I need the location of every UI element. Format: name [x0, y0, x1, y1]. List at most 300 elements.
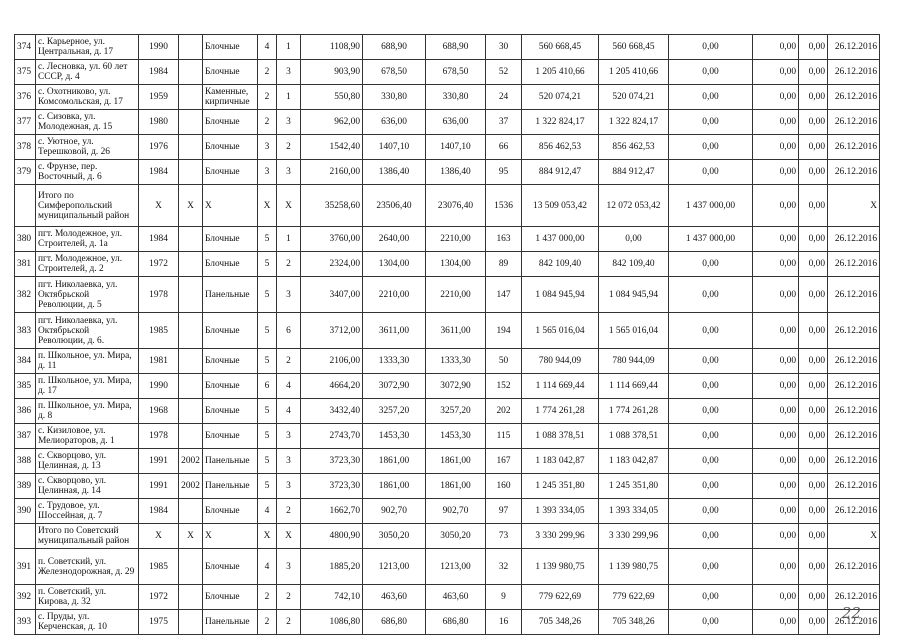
cell-a1: 1108,90: [301, 35, 363, 60]
table-row: [15, 585, 880, 610]
cell-s3: 0,00: [669, 252, 753, 277]
cell-n: 383: [15, 313, 36, 349]
cell-n: [15, 524, 36, 549]
cell-date: 26.12.2016: [828, 499, 880, 524]
cell-a3: 23076,40: [426, 185, 486, 227]
cell-fl: 2: [258, 110, 277, 135]
cell-a1: 3760,00: [301, 227, 363, 252]
cell-a3: 3257,20: [426, 399, 486, 424]
cell-addr: п. Школьное, ул. Мира, д. 11: [36, 349, 139, 374]
cell-year2: [179, 227, 203, 252]
cell-res: 97: [486, 499, 522, 524]
cell-s1: 1 437 000,00: [522, 227, 599, 252]
cell-s3: 0,00: [669, 160, 753, 185]
cell-en: 6: [277, 313, 301, 349]
cell-a2: 463,60: [363, 585, 426, 610]
cell-s1: 1 565 016,04: [522, 313, 599, 349]
table-row: [15, 313, 880, 349]
cell-year2: [179, 313, 203, 349]
cell-a2: 902,70: [363, 499, 426, 524]
cell-s1: 1 205 410,66: [522, 60, 599, 85]
cell-a3: 1304,00: [426, 252, 486, 277]
cell-a1: 3723,30: [301, 449, 363, 474]
cell-n: 390: [15, 499, 36, 524]
cell-s1: 1 245 351,80: [522, 474, 599, 499]
table-row: [15, 85, 880, 110]
cell-s5: 0,00: [799, 160, 828, 185]
cell-mat: Блочные: [203, 227, 258, 252]
cell-n: 392: [15, 585, 36, 610]
cell-a1: 1885,20: [301, 549, 363, 585]
cell-s1: 1 183 042,87: [522, 449, 599, 474]
cell-s4: 0,00: [753, 499, 799, 524]
cell-fl: 2: [258, 585, 277, 610]
cell-year: 1980: [139, 110, 179, 135]
cell-year: 1984: [139, 160, 179, 185]
cell-date: X: [828, 524, 880, 549]
cell-n: 382: [15, 277, 36, 313]
cell-s3: 0,00: [669, 135, 753, 160]
table-row: [15, 110, 880, 135]
cell-a2: 1333,30: [363, 349, 426, 374]
cell-a3: 3050,20: [426, 524, 486, 549]
cell-fl: 5: [258, 227, 277, 252]
cell-s3: 0,00: [669, 60, 753, 85]
cell-fl: 5: [258, 252, 277, 277]
cell-date: 26.12.2016: [828, 110, 880, 135]
cell-year: 1981: [139, 349, 179, 374]
cell-s4: 0,00: [753, 227, 799, 252]
cell-n: 379: [15, 160, 36, 185]
cell-s1: 1 322 824,17: [522, 110, 599, 135]
cell-s5: 0,00: [799, 85, 828, 110]
cell-n: 393: [15, 610, 36, 635]
cell-res: 73: [486, 524, 522, 549]
cell-n: 380: [15, 227, 36, 252]
cell-year: 1991: [139, 474, 179, 499]
cell-s3: 0,00: [669, 424, 753, 449]
cell-s5: 0,00: [799, 424, 828, 449]
cell-addr: с. Лесновка, ул. 60 лет СССР, д. 4: [36, 60, 139, 85]
cell-s4: 0,00: [753, 399, 799, 424]
table-body: [15, 35, 880, 635]
cell-s1: 780 944,09: [522, 349, 599, 374]
table-row: [15, 424, 880, 449]
cell-a1: 4664,20: [301, 374, 363, 399]
cell-n: 381: [15, 252, 36, 277]
cell-a1: 962,00: [301, 110, 363, 135]
cell-s2: 0,00: [599, 227, 669, 252]
cell-s4: 0,00: [753, 252, 799, 277]
cell-a1: 1542,40: [301, 135, 363, 160]
cell-s2: 1 088 378,51: [599, 424, 669, 449]
cell-s3: 0,00: [669, 585, 753, 610]
cell-a3: 1407,10: [426, 135, 486, 160]
cell-date: 26.12.2016: [828, 227, 880, 252]
cell-year2: [179, 277, 203, 313]
cell-en: 3: [277, 160, 301, 185]
cell-s5: 0,00: [799, 60, 828, 85]
cell-date: 26.12.2016: [828, 85, 880, 110]
cell-fl: 5: [258, 424, 277, 449]
cell-en: 3: [277, 549, 301, 585]
cell-s3: 0,00: [669, 399, 753, 424]
cell-year: 1990: [139, 374, 179, 399]
cell-fl: X: [258, 185, 277, 227]
cell-s2: 1 774 261,28: [599, 399, 669, 424]
cell-s4: 0,00: [753, 185, 799, 227]
cell-mat: Панельные: [203, 277, 258, 313]
cell-fl: 5: [258, 313, 277, 349]
cell-a2: 1304,00: [363, 252, 426, 277]
cell-year: 1976: [139, 135, 179, 160]
cell-a3: 902,70: [426, 499, 486, 524]
cell-s1: 1 088 378,51: [522, 424, 599, 449]
cell-year: 1978: [139, 277, 179, 313]
cell-year2: 2002: [179, 449, 203, 474]
cell-a2: 23506,40: [363, 185, 426, 227]
cell-a3: 1861,00: [426, 449, 486, 474]
table-row: [15, 349, 880, 374]
cell-s2: 1 114 669,44: [599, 374, 669, 399]
cell-en: 3: [277, 60, 301, 85]
cell-s1: 1 084 945,94: [522, 277, 599, 313]
cell-n: 374: [15, 35, 36, 60]
cell-s3: 0,00: [669, 524, 753, 549]
cell-a3: 2210,00: [426, 277, 486, 313]
cell-fl: 3: [258, 160, 277, 185]
cell-mat: Блочные: [203, 499, 258, 524]
cell-year: 1984: [139, 60, 179, 85]
cell-a1: 2324,00: [301, 252, 363, 277]
cell-en: 3: [277, 449, 301, 474]
cell-year2: [179, 85, 203, 110]
cell-date: 26.12.2016: [828, 277, 880, 313]
cell-a2: 678,50: [363, 60, 426, 85]
cell-s5: 0,00: [799, 313, 828, 349]
cell-addr: с. Сизовка, ул. Молодежная, д. 15: [36, 110, 139, 135]
cell-a2: 1861,00: [363, 474, 426, 499]
cell-year2: [179, 60, 203, 85]
cell-s4: 0,00: [753, 313, 799, 349]
cell-a1: 742,10: [301, 585, 363, 610]
cell-mat: Блочные: [203, 424, 258, 449]
cell-s4: 0,00: [753, 85, 799, 110]
cell-en: 4: [277, 374, 301, 399]
cell-a3: 330,80: [426, 85, 486, 110]
cell-s3: 0,00: [669, 110, 753, 135]
cell-year: 1975: [139, 610, 179, 635]
cell-s2: 780 944,09: [599, 349, 669, 374]
cell-year: 1991: [139, 449, 179, 474]
cell-mat: Блочные: [203, 549, 258, 585]
cell-addr: п. Советский, ул. Железнодорожная, д. 29: [36, 549, 139, 585]
cell-s1: 13 509 053,42: [522, 185, 599, 227]
cell-s5: 0,00: [799, 499, 828, 524]
cell-addr: п. Советский, ул. Кирова, д. 32: [36, 585, 139, 610]
cell-s4: 0,00: [753, 549, 799, 585]
cell-res: 115: [486, 424, 522, 449]
cell-mat: Блочные: [203, 349, 258, 374]
cell-year2: [179, 349, 203, 374]
cell-s5: 0,00: [799, 185, 828, 227]
cell-date: 26.12.2016: [828, 549, 880, 585]
cell-en: 2: [277, 499, 301, 524]
cell-date: 26.12.2016: [828, 585, 880, 610]
cell-a2: 636,00: [363, 110, 426, 135]
cell-year: 1978: [139, 424, 179, 449]
cell-n: 384: [15, 349, 36, 374]
cell-en: 4: [277, 399, 301, 424]
cell-addr: п. Школьное, ул. Мира, д. 8: [36, 399, 139, 424]
cell-addr: п. Школьное, ул. Мира, д. 17: [36, 374, 139, 399]
cell-s4: 0,00: [753, 449, 799, 474]
table-row: [15, 449, 880, 474]
cell-mat: Блочные: [203, 110, 258, 135]
cell-s3: 0,00: [669, 474, 753, 499]
cell-res: 147: [486, 277, 522, 313]
cell-a2: 1861,00: [363, 449, 426, 474]
cell-s5: 0,00: [799, 35, 828, 60]
cell-fl: 2: [258, 85, 277, 110]
cell-addr: с. Скворцово, ул. Целинная, д. 14: [36, 474, 139, 499]
cell-year2: [179, 135, 203, 160]
cell-s4: 0,00: [753, 110, 799, 135]
cell-year: 1968: [139, 399, 179, 424]
cell-s2: 1 183 042,87: [599, 449, 669, 474]
cell-fl: 2: [258, 610, 277, 635]
cell-a3: 3611,00: [426, 313, 486, 349]
cell-s5: 0,00: [799, 585, 828, 610]
cell-addr: пгт. Николаевка, ул. Октябрьской Революции, д. 5: [36, 277, 139, 313]
cell-s5: 0,00: [799, 610, 828, 635]
cell-s1: 856 462,53: [522, 135, 599, 160]
cell-res: 24: [486, 85, 522, 110]
cell-year2: [179, 585, 203, 610]
cell-res: 9: [486, 585, 522, 610]
cell-s4: 0,00: [753, 474, 799, 499]
cell-s1: 779 622,69: [522, 585, 599, 610]
cell-a3: 686,80: [426, 610, 486, 635]
cell-s1: 1 114 669,44: [522, 374, 599, 399]
cell-a2: 3257,20: [363, 399, 426, 424]
cell-a2: 1407,10: [363, 135, 426, 160]
cell-mat: Блочные: [203, 135, 258, 160]
cell-a2: 3050,20: [363, 524, 426, 549]
cell-n: 377: [15, 110, 36, 135]
cell-mat: X: [203, 185, 258, 227]
cell-date: 26.12.2016: [828, 424, 880, 449]
cell-s5: 0,00: [799, 549, 828, 585]
cell-s4: 0,00: [753, 424, 799, 449]
cell-mat: Блочные: [203, 35, 258, 60]
cell-s4: 0,00: [753, 585, 799, 610]
cell-a1: 550,80: [301, 85, 363, 110]
cell-date: 26.12.2016: [828, 349, 880, 374]
cell-fl: 4: [258, 499, 277, 524]
cell-n: 378: [15, 135, 36, 160]
cell-s3: 0,00: [669, 449, 753, 474]
cell-s1: 1 774 261,28: [522, 399, 599, 424]
cell-addr: Итого по Симферопольский муниципальный район: [36, 185, 139, 227]
cell-a2: 3611,00: [363, 313, 426, 349]
cell-year2: [179, 610, 203, 635]
cell-s2: 1 565 016,04: [599, 313, 669, 349]
cell-s2: 1 205 410,66: [599, 60, 669, 85]
cell-s3: 1 437 000,00: [669, 227, 753, 252]
cell-date: 26.12.2016: [828, 135, 880, 160]
cell-s4: 0,00: [753, 277, 799, 313]
cell-a2: 2210,00: [363, 277, 426, 313]
cell-fl: 5: [258, 277, 277, 313]
cell-mat: Панельные: [203, 474, 258, 499]
cell-a3: 1333,30: [426, 349, 486, 374]
cell-en: 1: [277, 35, 301, 60]
cell-s5: 0,00: [799, 227, 828, 252]
cell-s5: 0,00: [799, 524, 828, 549]
cell-year: 1985: [139, 313, 179, 349]
cell-n: 387: [15, 424, 36, 449]
cell-s4: 0,00: [753, 524, 799, 549]
cell-s4: 0,00: [753, 160, 799, 185]
cell-mat: Блочные: [203, 399, 258, 424]
cell-n: 388: [15, 449, 36, 474]
cell-en: 3: [277, 424, 301, 449]
cell-s1: 1 393 334,05: [522, 499, 599, 524]
cell-year2: [179, 424, 203, 449]
cell-a1: 2160,00: [301, 160, 363, 185]
cell-mat: Панельные: [203, 610, 258, 635]
cell-a1: 4800,90: [301, 524, 363, 549]
cell-res: 160: [486, 474, 522, 499]
cell-year: X: [139, 185, 179, 227]
cell-s2: 1 084 945,94: [599, 277, 669, 313]
cell-year: 1972: [139, 252, 179, 277]
cell-fl: 5: [258, 474, 277, 499]
cell-s1: 842 109,40: [522, 252, 599, 277]
cell-a2: 2640,00: [363, 227, 426, 252]
cell-year2: [179, 499, 203, 524]
cell-s5: 0,00: [799, 110, 828, 135]
cell-date: 26.12.2016: [828, 252, 880, 277]
cell-a1: 3723,30: [301, 474, 363, 499]
cell-s1: 1 139 980,75: [522, 549, 599, 585]
cell-date: 26.12.2016: [828, 313, 880, 349]
cell-en: 2: [277, 135, 301, 160]
cell-mat: Блочные: [203, 160, 258, 185]
cell-a1: 1662,70: [301, 499, 363, 524]
cell-year2: 2002: [179, 474, 203, 499]
cell-res: 89: [486, 252, 522, 277]
cell-s2: 1 393 334,05: [599, 499, 669, 524]
cell-date: 26.12.2016: [828, 610, 880, 635]
cell-res: 32: [486, 549, 522, 585]
cell-year2: X: [179, 524, 203, 549]
cell-s3: 0,00: [669, 35, 753, 60]
cell-res: 167: [486, 449, 522, 474]
cell-fl: 5: [258, 399, 277, 424]
cell-addr: с. Фрунзе, пер. Восточный, д. 6: [36, 160, 139, 185]
cell-s2: 779 622,69: [599, 585, 669, 610]
cell-mat: Блочные: [203, 252, 258, 277]
cell-date: 26.12.2016: [828, 449, 880, 474]
cell-a2: 686,80: [363, 610, 426, 635]
cell-year: 1990: [139, 35, 179, 60]
table-row: [15, 399, 880, 424]
cell-date: 26.12.2016: [828, 374, 880, 399]
cell-date: X: [828, 185, 880, 227]
cell-res: 152: [486, 374, 522, 399]
cell-mat: Панельные: [203, 449, 258, 474]
cell-res: 16: [486, 610, 522, 635]
cell-s1: 705 348,26: [522, 610, 599, 635]
table-row: [15, 549, 880, 585]
cell-mat: Каменные, кирпичные: [203, 85, 258, 110]
cell-s2: 884 912,47: [599, 160, 669, 185]
cell-s2: 1 139 980,75: [599, 549, 669, 585]
cell-res: 37: [486, 110, 522, 135]
cell-a3: 463,60: [426, 585, 486, 610]
cell-en: 1: [277, 227, 301, 252]
cell-mat: X: [203, 524, 258, 549]
cell-mat: Блочные: [203, 313, 258, 349]
cell-year2: [179, 160, 203, 185]
cell-a2: 688,90: [363, 35, 426, 60]
cell-s2: 520 074,21: [599, 85, 669, 110]
cell-addr: с. Карьерное, ул. Центральная, д. 17: [36, 35, 139, 60]
cell-en: 3: [277, 110, 301, 135]
cell-n: 385: [15, 374, 36, 399]
cell-year2: [179, 549, 203, 585]
cell-a2: 3072,90: [363, 374, 426, 399]
cell-res: 52: [486, 60, 522, 85]
cell-addr: пгт. Николаевка, ул. Октябрьской Революции, д. 6.: [36, 313, 139, 349]
table-row: [15, 60, 880, 85]
cell-en: 3: [277, 474, 301, 499]
cell-a2: 1453,30: [363, 424, 426, 449]
cell-date: 26.12.2016: [828, 160, 880, 185]
cell-en: 3: [277, 277, 301, 313]
cell-addr: с. Кизиловое, ул. Мелиораторов, д. 1: [36, 424, 139, 449]
cell-s3: 0,00: [669, 374, 753, 399]
cell-res: 95: [486, 160, 522, 185]
cell-a1: 35258,60: [301, 185, 363, 227]
cell-fl: 2: [258, 60, 277, 85]
cell-s3: 1 437 000,00: [669, 185, 753, 227]
cell-en: 1: [277, 85, 301, 110]
cell-a2: 1213,00: [363, 549, 426, 585]
cell-s2: 1 322 824,17: [599, 110, 669, 135]
cell-s5: 0,00: [799, 252, 828, 277]
cell-n: 391: [15, 549, 36, 585]
cell-a3: 636,00: [426, 110, 486, 135]
cell-s4: 0,00: [753, 135, 799, 160]
cell-s5: 0,00: [799, 474, 828, 499]
cell-addr: с. Уютное, ул. Терешковой, д. 26: [36, 135, 139, 160]
cell-year2: [179, 374, 203, 399]
cell-a1: 3407,00: [301, 277, 363, 313]
cell-s4: 0,00: [753, 60, 799, 85]
cell-year: 1984: [139, 499, 179, 524]
cell-a2: 1386,40: [363, 160, 426, 185]
cell-s2: 705 348,26: [599, 610, 669, 635]
cell-en: 2: [277, 610, 301, 635]
cell-a3: 3072,90: [426, 374, 486, 399]
cell-a1: 3712,00: [301, 313, 363, 349]
cell-fl: 6: [258, 374, 277, 399]
cell-a3: 1386,40: [426, 160, 486, 185]
cell-a3: 688,90: [426, 35, 486, 60]
